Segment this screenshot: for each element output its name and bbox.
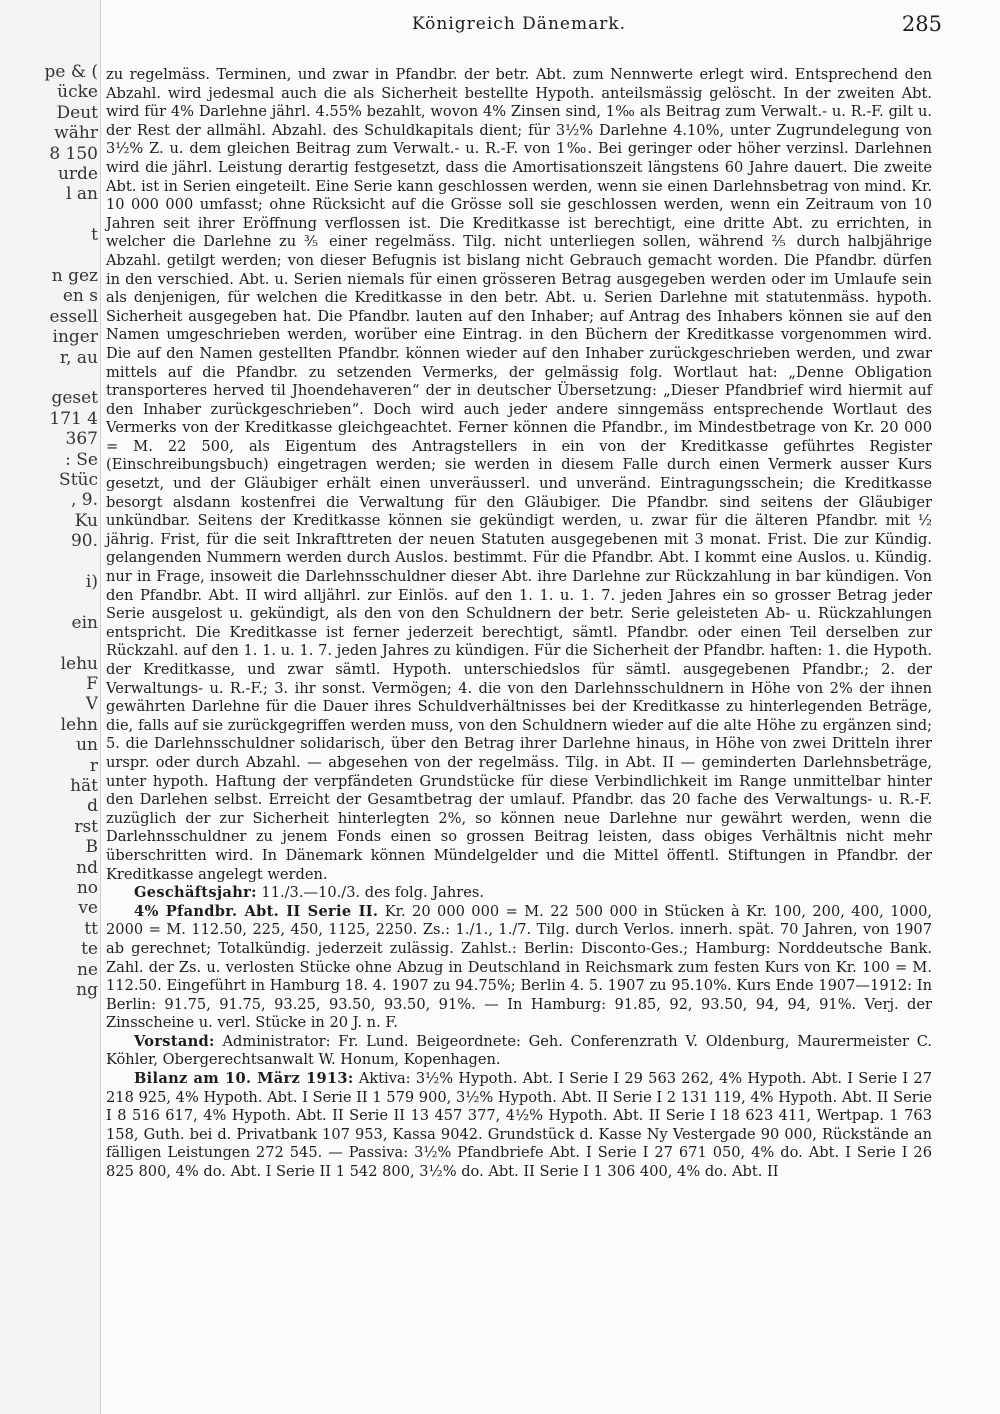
- gutter-fragment: ve: [78, 898, 98, 919]
- pfandbr-label: 4% Pfandbr. Abt. II Serie II.: [134, 902, 379, 920]
- gutter-fragment: 8 150: [49, 143, 98, 164]
- page-title: Königreich Dänemark.: [411, 14, 627, 34]
- bilanz-text: Aktiva: 3½% Hypoth. Abt. I Serie I 29 563 262, 4% Hypoth. Abt. I Serie I 27 218 925, 4% Hypoth. Abt. I Serie II 1 579 900, 3½% Hypoth. Abt. II Serie I 2 131 119, 4% Hypoth. Abt. II Serie I 8 516 617, 4% Hypoth. Abt. II Serie II 13 457 377, 4½% Hypoth. Abt. II Serie I 18 623 411, Wertpap. 1 763 158, Guth. bei d. Privatbank 107 953, Kassa 9042. Grundstück d. Kasse Ny Vestergade 90 000, Rückstände an fälligen Leistungen 272 545. — Passiva: 3½% Pfandbriefe Abt. I Serie I 27 671 050, 4% do. Abt. I Serie I 26 825 800, 4% do. Abt. I Serie II 1 542 800, 3½% do. Abt. II Serie I 1 306 400, 4% do. Abt. II: [106, 1070, 932, 1181]
- body-text: [106, 66, 932, 884]
- gutter-fragment: te: [81, 939, 98, 960]
- page-number: 285: [901, 12, 942, 36]
- gutter-fragment: lehn: [60, 714, 98, 735]
- gutter-fragment: un: [76, 735, 98, 756]
- gutter-fragment: ng: [76, 980, 98, 1000]
- gutter-fragment: tt: [84, 918, 98, 939]
- gutter-fragment: l an: [66, 184, 98, 205]
- vorstand-text: Administrator: Fr. Lund. Beigeordnete: Geh. Conferenzrath V. Oldenburg, Maurermeister C. Köhler, Obergerechtsanwalt W. Honum, Kopenhagen.: [106, 1032, 932, 1069]
- gutter-fragment: währ: [54, 123, 98, 144]
- vorstand-paragraph: [106, 1033, 932, 1070]
- geschaeftsjahr-text: 11./3.—10./3. des folg. Jahres.: [256, 884, 485, 902]
- gutter-fragment: d: [87, 796, 98, 817]
- pfandbr-text: Kr. 20 000 000 = M. 22 500 000 in Stücken à Kr. 100, 200, 400, 1000, 2000 = M. 112.50, 225, 450, 1125, 2250. Zs.: 1./1., 1./7. Tilg. durch Verlos. innerh. spät. 70 Jahren, von 1907 ab gerechnet; Totalkündig. jederzeit zulässig. Zahlst.: Berlin: Disconto-Ges.; Hamburg: Norddeutsche Bank. Zahl. der Zs. u. verlosten Stücke ohne Abzug in Deutschland in Reichsmark zum festen Kurs von Kr. 100 = M. 112.50. Eingeführt in Hamburg 18. 4. 1907 zu 94.75%; Berlin 4. 5. 1907 zu 95.10%. Kurs Ende 1907—1912: In Berlin: 91.75, 91.75, 93.25, 93.50, 93.50, 91%. — In Hamburg: 91.85, 92, 93.50, 94, 94, 91%. Verj. der Zinsscheine u. verl. Stücke in 20 J. n. F.: [106, 902, 932, 1032]
- main-paragraph: zu regelmäss. Terminen, und zwar in Pfandbr. der betr. Abt. zum Nennwerte erlegt wird. Entsprechend den Abzahl. wird jedesmal auch die als Sicherheit bestellte Hypoth. anteilsmässig gelöscht. In der zweiten Abt. wird für 4% Darlehne jährl. 4.55% bezahlt, wovon 4% Zinsen sind, 1‰ als Beitrag zum Verwalt.- u. R.-F. gilt u. der Rest der allmähl. Abzahl. des Schuldkapitals dient; für 3½% Darlehne 4.10%, unter Zugrundelegung von 3½% Z. u. dem gleichen Beitrag zum Verwalt.- u. R.-F. von 1‰. Bei geringer oder höher verzinsl. Darlehnen wird die jährl. Leistung derartig festgesetzt, dass die Amortisationszeit längstens 60 Jahre dauert. Die zweite Abt. ist in Serien eingeteilt. Eine Serie kann geschlossen werden, wenn sie einen Darlehnsbetrag von mind. Kr. 10 000 000 umfasst; ohne Rücksicht auf die Grösse soll sie geschlossen werden, wenn ein Zeitraum von 10 Jahren seit ihrer Eröffnung verflossen ist. Die Kreditkasse ist berechtigt, eine dritte Abt. zu errichten, in welcher die Darlehne zu ⅗ einer regelmäss. Tilg. nicht unterliegen sollen, während ⅖ durch halbjährige Abzahl. getilgt werden; von dieser Befugnis ist bislang nicht Gebrauch gemacht worden. Die Pfandbr. dürfen in den verschied. Abt. u. Serien niemals für einen grösseren Betrag ausgegeben werden oder im Umlaufe sein als denjenigen, für welchen die Kreditkasse in den betr. Abt. u. Serien Darlehne mit statutenmäss. hypoth. Sicherheit ausgegeben hat. Die Pfandbr. lauten auf den Inhaber; auf Antrag des Inhabers können sie auf den Namen umgeschrieben werden, worüber eine Eintrag. in den Büchern der Kreditkasse vorgenommen wird. Die auf den Namen gestellten Pfandbr. können wieder auf den Inhaber zurückgeschrieben werden, und zwar mittels auf die Pfandbr. zu setzenden Vermerks, der gelmässig folg. Wortlaut hat: „Denne Obligation transporteres herved til Jhoendehaveren“ der in deutscher Übersetzung: „Dieser Pfandbrief wird hiermit auf den Inhaber zurückgeschrieben“. Doch wird auch jeder andere sinngemäss entsprechende Wortlaut des Vermerks von der Kreditkasse gleichgeachtet. Ferner können die Pfandbr., im Mindestbetrage von Kr. 20 000 = M. 22 500, als Eigentum des Antragstellers in ein von der Kreditkasse geführtes Register (Einschreibungsbuch) eingetragen werden; sie werden in diesem Falle durch einen Vermerk ausser Kurs gesetzt, und der Gläubiger erhält einen unveräusserl. und unveränd. Eintragungsschein; die Kreditkasse besorgt alsdann kostenfrei die Verwaltung für den Gläubiger. Die Pfandbr. sind seitens der Gläubiger unkündbar. Seitens der Kreditkasse können sie gekündigt werden, u. zwar für die älteren Pfandbr. mit ½ jährig. Frist, für die seit Inkrafttreten der neuen Statuten ausgegebenen mit 3 monat. Frist. Die zur Kündig. gelangenden Nummern werden durch Auslos. bestimmt. Für die Pfandbr. Abt. I kommt eine Auslos. u. Kündig. nur in Frage, insoweit die Darlehnsschuldner dieser Abt. ihre Darlehne zur Rückzahlung in bar kündigen. Von den Pfandbr. Abt. II wird alljährl. zur Einlös. auf den 1. 1. u. 1. 7. jeden Jahres ein so grosser Betrag jeder Serie ausgelost u. gekündigt, als den von den Schuldnern der betr. Serie geleisteten Ab- u. Rückzahlungen entspricht. Die Kreditkasse ist ferner jederzeit berechtigt, sämtl. Pfandbr. oder einen Teil derselben zur Rückzahl. auf den 1. 1. u. 1. 7. jeden Jahres zu kündigen. Für die Sicherheit der Pfandbr. haften: 1. die Hypoth. der Kreditkasse, und zwar sämtl. Hypoth. unterschiedslos für sämtl. ausgegebenen Pfandbr.; 2. der Verwaltungs- u. R.-F.; 3. ihr sonst. Vermögen; 4. die von den Darlehnsschuldnern in Höhe von 2% der ihnen gewährten Darlehne für die Dauer ihres Schuldverhältnisses bei der Kreditkasse zu hinterlegenden Beträge, die, falls auf sie zurückgegriffen werden muss, von den Schuldnern wieder auf die alte Höhe zu ergänzen sind; 5. die Darlehnsschuldner solidarisch, über den Betrag ihrer Darlehne hinaus, in Höhe von zwei Dritteln ihrer urspr. oder durch Abzahl. — abgesehen von der regelmäss. Tilg. in Abt. II — geminderten Darlehnsbeträge, unter hypoth. Haftung der verpfändeten Grundstücke für diese Verbindlichkeit im Range unmittelbar hinter den Darlehen selbst. Erreicht der Gesamtbetrag der umlauf. Pfandbr. das 20 fache des Verwaltungs- u. R.-F. zuzüglich der zur Sicherheit hinterlegten 2%, so können neue Darlehne nur gewährt werden, wenn die Darlehnsschuldner zu jenem Fonds einen so grossen Beitrag leisten, dass obiges Verhältnis nicht mehr überschritten wird. In Dänemark können Mündelgelder und die Mittel öffentl. Stiftungen in Pfandbr. der Kreditkasse angelegt werden.: [106, 66, 932, 883]
- gutter-fragment: Deut: [56, 102, 98, 123]
- vorstand-label: Vorstand:: [134, 1032, 215, 1050]
- gutter-fragment: Ku: [74, 510, 98, 531]
- previous-page-gutter: [0, 0, 101, 1414]
- gutter-fragment: r: [89, 755, 98, 776]
- bilanz-label: Bilanz am 10. März 1913:: [134, 1070, 354, 1088]
- gutter-fragment: ücke: [57, 82, 98, 103]
- geschaeftsjahr-paragraph: [106, 884, 932, 903]
- gutter-fragment: n gez: [51, 266, 98, 286]
- gutter-fragment: lehu: [60, 653, 98, 674]
- gutter-fragment: 90.: [70, 531, 98, 552]
- gutter-fragment: no: [76, 878, 98, 898]
- bilanz-paragraph: [106, 1070, 932, 1182]
- gutter-fragment: F: [86, 674, 98, 694]
- gutter-fragment: B: [85, 837, 98, 858]
- pfandbr-paragraph: [106, 903, 932, 1033]
- gutter-fragment: V: [85, 694, 98, 715]
- gutter-fragment: ein: [71, 612, 98, 633]
- gutter-fragment: i): [85, 572, 98, 592]
- gutter-fragment: hät: [70, 776, 98, 796]
- gutter-fragment: en s: [62, 286, 98, 307]
- gutter-fragment: r, au: [59, 347, 98, 368]
- gutter-fragment: ne: [76, 959, 98, 980]
- gutter-fragment: pe & (: [44, 62, 98, 82]
- gutter-fragment: , 9.: [70, 490, 98, 511]
- gutter-fragment: essell: [49, 306, 98, 327]
- gutter-fragment: inger: [52, 327, 98, 348]
- geschaeftsjahr-label: Geschäftsjahr:: [134, 884, 257, 902]
- gutter-fragment: urde: [57, 164, 98, 184]
- gutter-fragment: Stüc: [59, 470, 98, 490]
- gutter-fragment: : Se: [65, 449, 98, 470]
- page-header: [106, 10, 942, 50]
- document-page: [106, 10, 942, 1410]
- gutter-fragment: rst: [74, 816, 98, 837]
- gutter-fragment: t: [91, 225, 98, 246]
- gutter-fragment: 171 4: [49, 408, 98, 429]
- gutter-fragment: 367: [65, 429, 98, 450]
- gutter-fragment: nd: [76, 857, 98, 878]
- gutter-fragment: geset: [51, 388, 98, 409]
